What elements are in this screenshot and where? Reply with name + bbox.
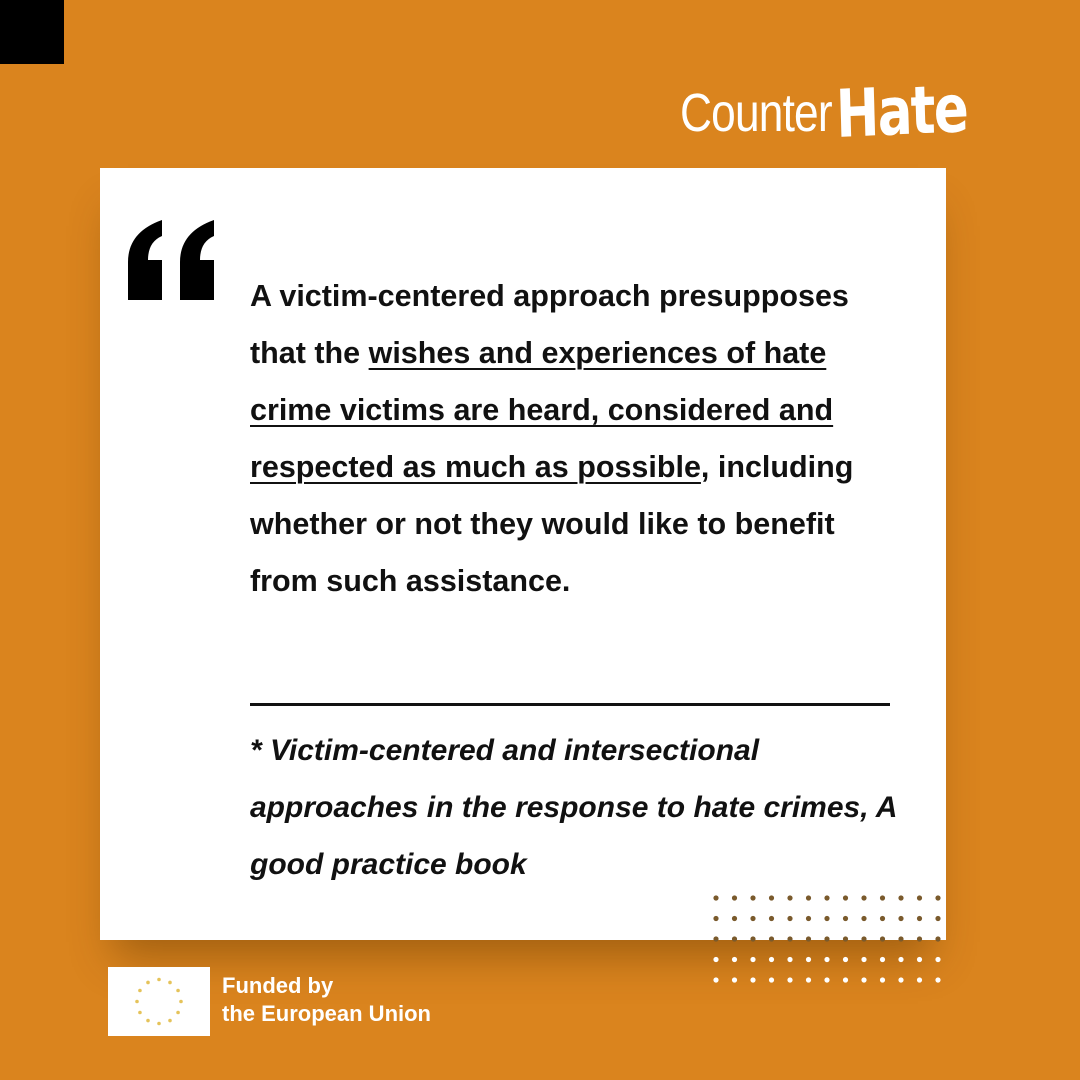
- source-citation: * Victim-centered and intersectional approaches in the response to hate crimes, A good practice book: [250, 734, 897, 881]
- pattern-dot: [732, 936, 737, 941]
- pattern-dot: [713, 977, 718, 982]
- eu-star-icon: [146, 981, 150, 985]
- pattern-dot: [917, 957, 922, 962]
- pattern-dot: [787, 916, 792, 921]
- pattern-dot: [861, 957, 866, 962]
- pattern-dot: [713, 895, 718, 900]
- funding-statement: [222, 972, 431, 1028]
- quote-part-2: , including whether or not they would like to benefit from such assistance.: [250, 450, 854, 598]
- pattern-dot: [750, 936, 755, 941]
- eu-star-icon: [146, 1019, 150, 1023]
- pattern-dot: [824, 977, 829, 982]
- funding-line-1: Funded by: [222, 973, 334, 998]
- funding-line-2: the European Union: [222, 1001, 431, 1026]
- pattern-dot: [713, 916, 718, 921]
- logo-word-counter: Counter: [680, 83, 832, 143]
- quote-part-1: A victim-centered approach presupposes that the: [250, 279, 849, 370]
- pattern-dot: [732, 977, 737, 982]
- pattern-dot: [806, 977, 811, 982]
- pattern-dot: [769, 895, 774, 900]
- pattern-dot: [806, 957, 811, 962]
- pattern-dot: [898, 957, 903, 962]
- pattern-dot: [824, 895, 829, 900]
- counterhate-logo: [680, 70, 1005, 153]
- divider-rule: [250, 703, 890, 706]
- pattern-dot: [898, 916, 903, 921]
- pattern-dot: [843, 916, 848, 921]
- pattern-dot: [824, 916, 829, 921]
- pattern-dot: [861, 936, 866, 941]
- pattern-dot: [824, 936, 829, 941]
- pattern-dot: [732, 895, 737, 900]
- eu-flag-icon: [108, 967, 210, 1036]
- pattern-dot: [750, 916, 755, 921]
- pattern-dot: [898, 895, 903, 900]
- pattern-dot: [935, 977, 940, 982]
- pattern-dot: [843, 977, 848, 982]
- pattern-dot: [917, 936, 922, 941]
- pattern-dot: [787, 936, 792, 941]
- pattern-dot: [917, 977, 922, 982]
- pattern-dot: [935, 936, 940, 941]
- pattern-dot: [843, 957, 848, 962]
- eu-star-icon: [135, 1000, 139, 1004]
- eu-star-icon: [157, 1022, 161, 1026]
- quote-underlined: wishes and experiences of hate crime victims are heard, considered and respected as much as possible: [250, 336, 834, 484]
- pattern-dot: [880, 936, 885, 941]
- pattern-dot: [769, 936, 774, 941]
- pattern-dot: [732, 957, 737, 962]
- eu-star-icon: [176, 1011, 180, 1015]
- eu-star-icon: [176, 989, 180, 993]
- pattern-dot: [806, 916, 811, 921]
- pattern-dot: [787, 895, 792, 900]
- pattern-dot: [824, 957, 829, 962]
- pattern-dot: [769, 957, 774, 962]
- eu-star-icon: [138, 1011, 142, 1015]
- eu-star-icon: [168, 1019, 172, 1023]
- quote-text: [250, 268, 910, 610]
- pattern-dot: [861, 895, 866, 900]
- pattern-dot: [843, 895, 848, 900]
- eu-star-icon: [168, 981, 172, 985]
- pattern-dot: [898, 936, 903, 941]
- pattern-dot: [806, 895, 811, 900]
- pattern-dot: [935, 895, 940, 900]
- pattern-dot: [917, 916, 922, 921]
- pattern-dot: [750, 977, 755, 982]
- logo-word-hate: Hate: [835, 70, 969, 153]
- dot-pattern-decoration: [708, 890, 948, 990]
- pattern-dot: [787, 977, 792, 982]
- pattern-dot: [806, 936, 811, 941]
- pattern-dot: [750, 957, 755, 962]
- eu-star-icon: [179, 1000, 183, 1004]
- pattern-dot: [898, 977, 903, 982]
- pattern-dot: [750, 895, 755, 900]
- pattern-dot: [880, 916, 885, 921]
- eu-star-icon: [138, 989, 142, 993]
- pattern-dot: [769, 916, 774, 921]
- pattern-dot: [861, 916, 866, 921]
- pattern-dot: [935, 916, 940, 921]
- pattern-dot: [880, 895, 885, 900]
- pattern-dot: [917, 895, 922, 900]
- pattern-dot: [787, 957, 792, 962]
- pattern-dot: [935, 957, 940, 962]
- pattern-dot: [880, 977, 885, 982]
- pattern-dot: [732, 916, 737, 921]
- pattern-dot: [769, 977, 774, 982]
- pattern-dot: [843, 936, 848, 941]
- corner-square: [0, 0, 64, 64]
- pattern-dot: [861, 977, 866, 982]
- quote-mark-icon: [124, 210, 224, 310]
- pattern-dot: [880, 957, 885, 962]
- pattern-dot: [713, 936, 718, 941]
- pattern-dot: [713, 957, 718, 962]
- eu-star-icon: [157, 978, 161, 982]
